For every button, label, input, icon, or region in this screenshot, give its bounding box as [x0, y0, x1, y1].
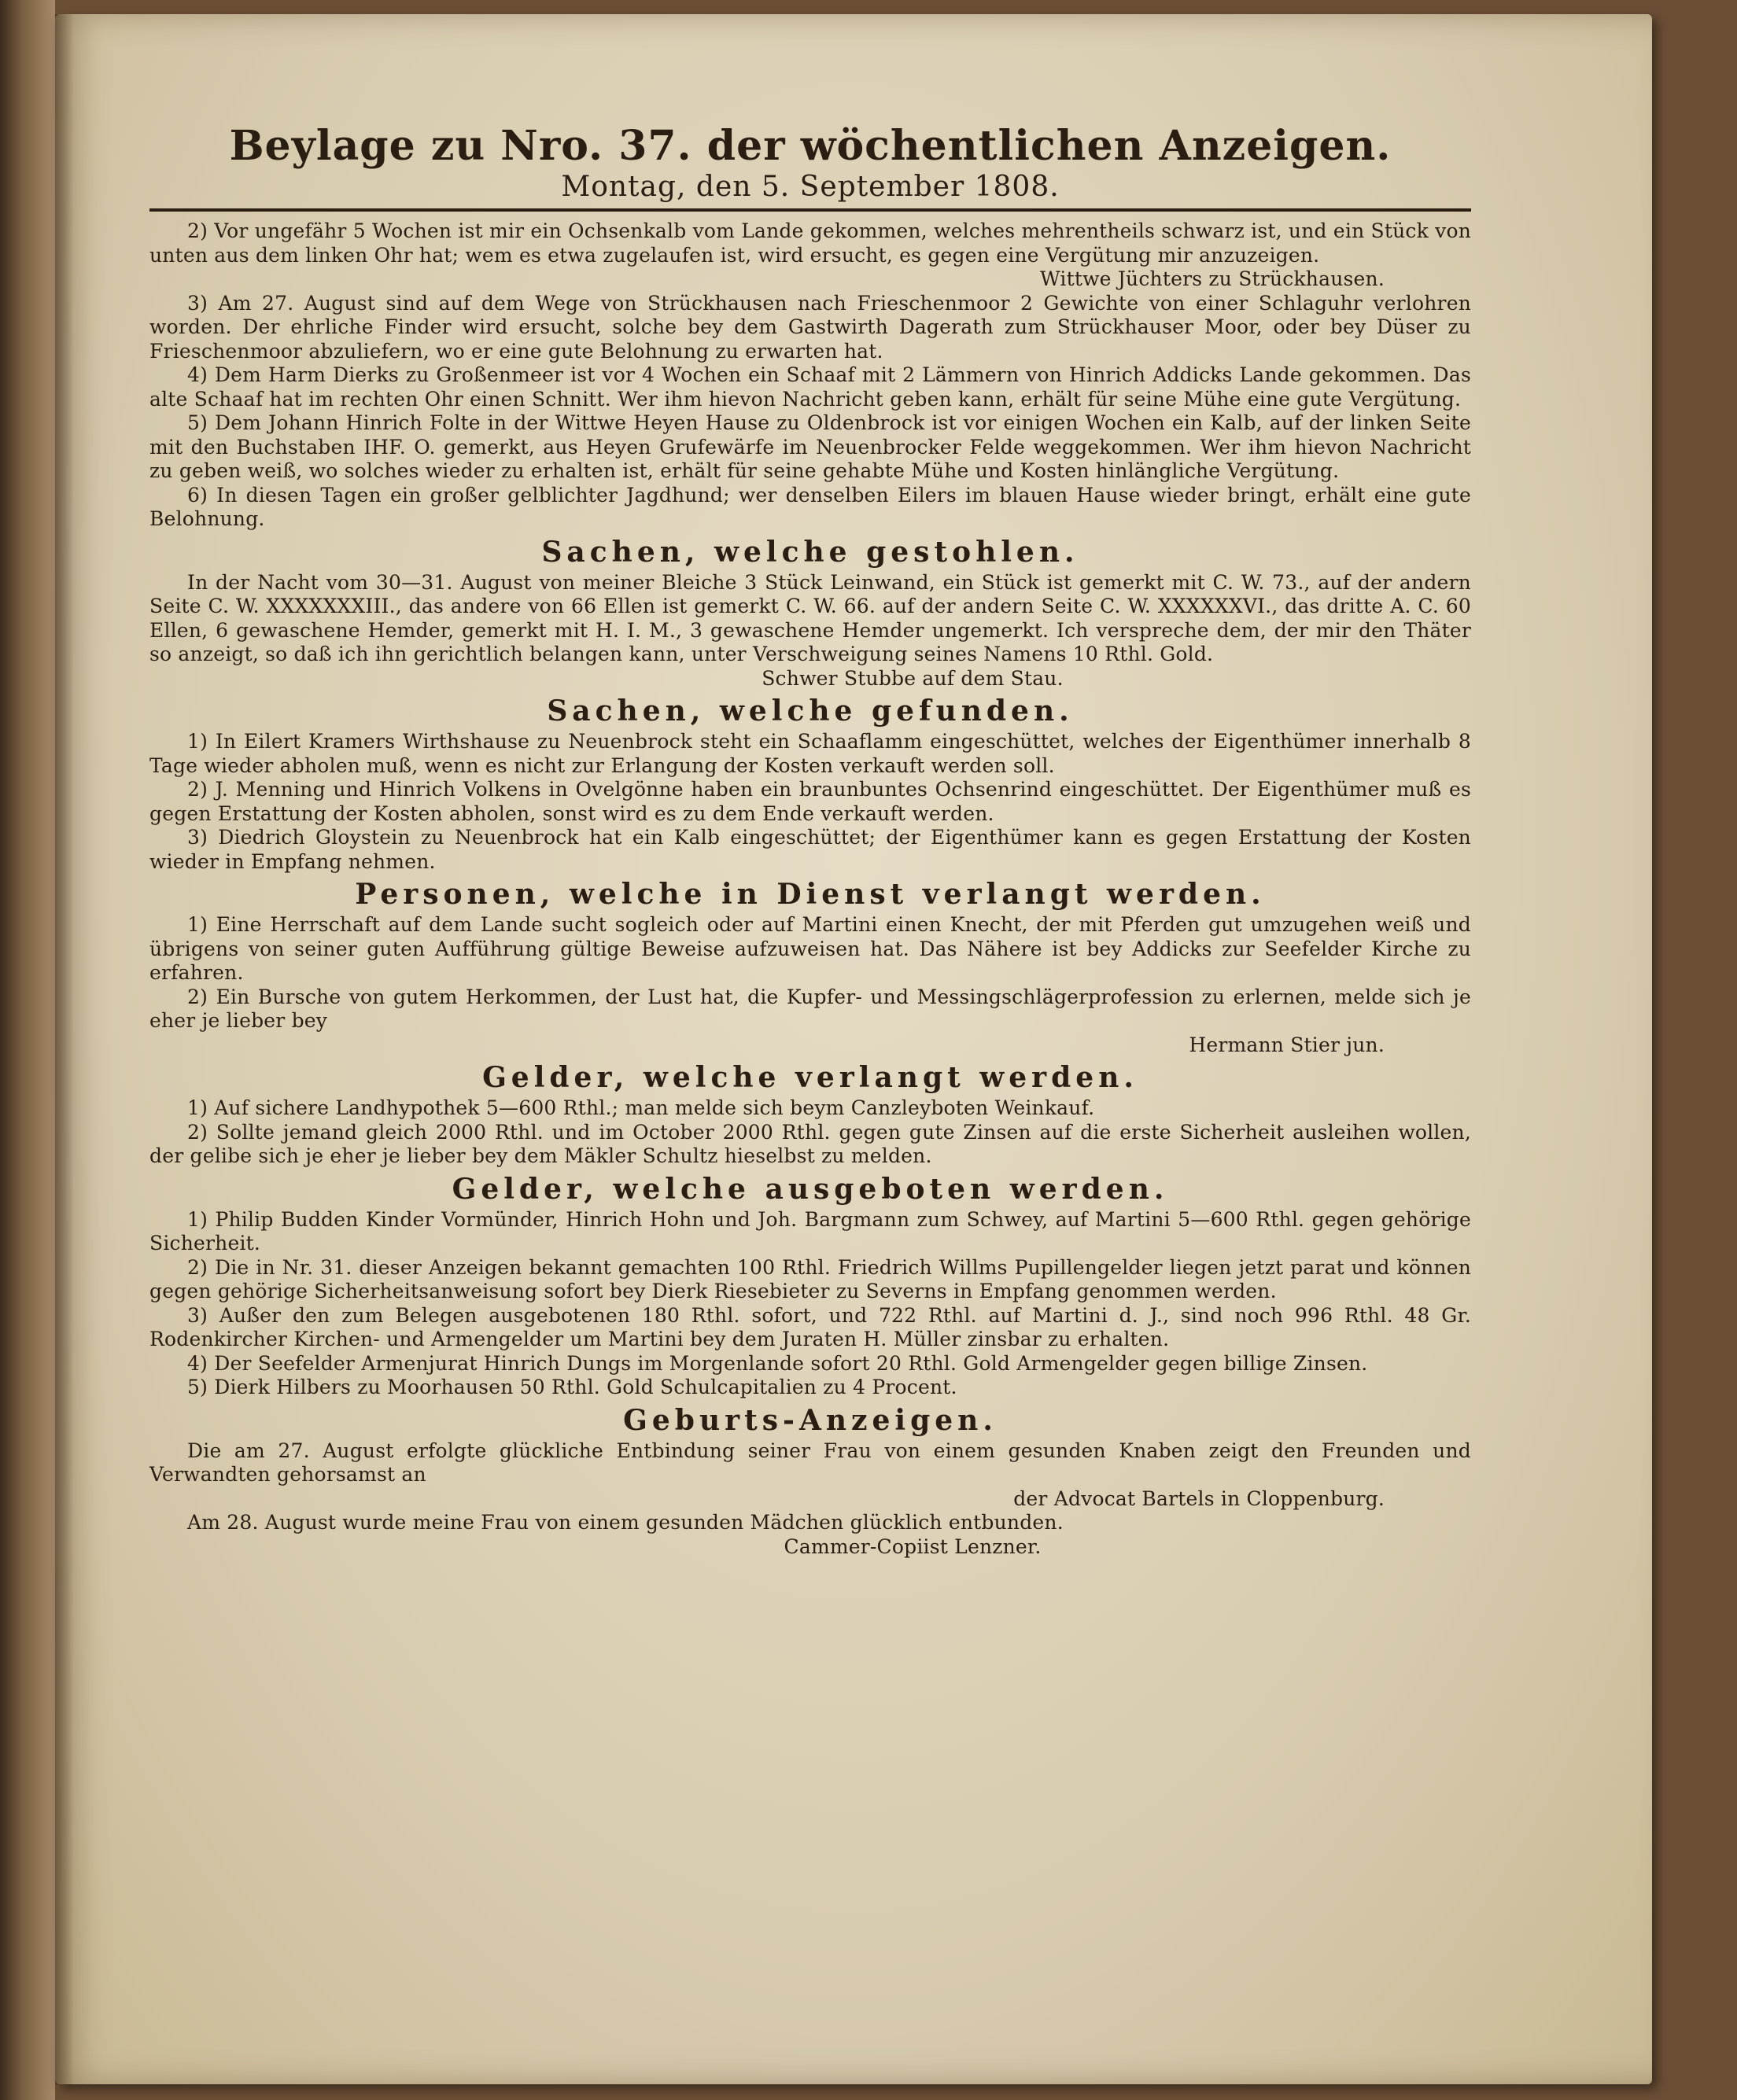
notice-item: 1) In Eilert Kramers Wirthshause zu Neuenbrock steht ein Schaaflamm eingeschüttet, welches der Eigenthümer innerhalb 8 Tage wieder abholen muß, wenn es nicht zur Erlangung der Kosten verkauft werden soll. — [149, 730, 1471, 777]
notice-item: 1) Philip Budden Kinder Vormünder, Hinrich Hohn und Joh. Bargmann zum Schwey, auf Martini 5—600 Rthl. gegen gehörige Sicherheit. — [149, 1207, 1471, 1254]
notice-signature: Wittwe Jüchters zu Strückhausen. — [1039, 267, 1385, 290]
notice-item: 4) Dem Harm Dierks zu Großenmeer ist vor 4 Wochen ein Schaaf mit 2 Lämmern von Hinrich Addicks Lande gekommen. Das alte Schaaf hat im rechten Ohr einen Schnitt. Wer ihm hievon Nachricht geben kann, erhält für seine Mühe eine gute Vergütung. — [149, 363, 1471, 411]
section-heading-service: Personen, welche in Dienst verlangt werden. — [355, 878, 1266, 911]
notice-item: 2) Ein Bursche von gutem Herkommen, der Lust hat, die Kupfer- und Messingschlägerprofession zu erlernen, melde sich je eher je lieber bey — [149, 985, 1471, 1032]
notice-signature: der Advocat Bartels in Cloppenburg. — [1013, 1487, 1385, 1510]
date-line: Montag, den 5. September 1808. — [561, 171, 1060, 203]
notice-item: 3) Außer den zum Belegen ausgebotenen 180 Rthl. sofort, und 722 Rthl. auf Martini d. J., sind noch 996 Rthl. 48 Gr. Rodenkircher Kirchen- und Armengelder um Martini bey dem Juraten H. Müller zinsbar zu erhalten. — [149, 1303, 1471, 1350]
notice-signature: Hermann Stier jun. — [1189, 1033, 1385, 1056]
notice-item: 2) Die in Nr. 31. dieser Anzeigen bekannt gemachten 100 Rthl. Friedrich Willms Pupillengelder liegen jetzt parat und können gegen gehörige Sicherheitsanweisung sofort bey Dierk Riesebieter zu Severns in Empfang genommen werden. — [149, 1255, 1471, 1302]
notice-item: 3) Am 27. August sind auf dem Wege von Strückhausen nach Frieschenmoor 2 Gewichte von einer Schlaguhr verlohren worden. Der ehrliche Finder wird ersucht, solche bey dem Gastwirth Dagerath zum Strückhauser Moor, oder bey Düser zu Frieschenmoor abzuliefern, wo er eine gute Belohnung zu erwarten hat. — [149, 291, 1471, 363]
notice-item: In der Nacht vom 30—31. August von meiner Bleiche 3 Stück Leinwand, ein Stück ist gemerkt mit C. W. 73., auf der andern Seite C. W. XXXXXXXIII., das andere von 66 Ellen ist gemerkt C. W. 66. auf der andern Seite C. W. XXXXXXVI., das dritte A. C. 60 Ellen, 6 gewaschene Hemder, gemerkt mit H. I. M., 3 gewaschene Hemder ungemerkt. Ich verspreche dem, der mir den Thäter so anzeigt, so daß ich ihn gerichtlich belangen kann, unter Verschweigung seines Namens 10 Rthl. Gold. — [149, 570, 1471, 665]
section-heading-found: Sachen, welche gefunden. — [547, 694, 1074, 728]
notice-item: 1) Eine Herrschaft auf dem Lande sucht sogleich oder auf Martini einen Knecht, der mit Pferden gut umzugehen weiß und übrigens von seiner guten Aufführung gültige Beweise aufzuweisen hat. Das Nähere ist bey Addicks zur Seefelder Kirche zu erfahren. — [149, 913, 1471, 984]
notice-item: Am 28. August wurde meine Frau von einem gesunden Mädchen glücklich entbunden. — [187, 1511, 1064, 1534]
book-left-edge — [0, 0, 55, 2100]
notice-signature: Cammer-Copiist Lenzner. — [784, 1534, 1042, 1558]
section-heading-money-offered: Gelder, welche ausgeboten werden. — [452, 1172, 1169, 1206]
notice-signature: Schwer Stubbe auf dem Stau. — [762, 666, 1064, 690]
intro-notices — [149, 219, 1471, 532]
page-gutter-shadow — [55, 14, 74, 2084]
notice-item: 3) Diedrich Gloystein zu Neuenbrock hat ein Kalb eingeschüttet; der Eigenthümer kann es gegen Erstattung der Kosten wieder in Empfang nehmen. — [149, 826, 1471, 873]
notice-item: 5) Dem Johann Hinrich Folte in der Wittwe Heyen Hause zu Oldenbrock ist vor einigen Wochen ein Kalb, auf der linken Seite mit den Buchstaben IHF. O. gemerkt, aus Heyen Grufewärfe im Neuenbrocker Felde weggekommen. Wer ihm hievon Nachricht zu geben weiß, wo solches wieder zu erhalten ist, erhält für seine gehabte Mühe und Kosten hinlängliche Vergütung. — [149, 411, 1471, 482]
section-heading-stolen: Sachen, welche gestohlen. — [541, 535, 1079, 569]
section-heading-money-wanted: Gelder, welche verlangt werden. — [482, 1061, 1138, 1094]
notice-item: 5) Dierk Hilbers zu Moorhausen 50 Rthl. Gold Schulcapitalien zu 4 Procent. — [187, 1376, 957, 1398]
header-rule — [149, 208, 1471, 212]
notice-item: 2) Sollte jemand gleich 2000 Rthl. und im October 2000 Rthl. gegen gute Zinsen auf die erste Sicherheit ausleihen wollen, der gelibe sich je eher je lieber bey dem Mäkler Schultz hieselbst zu melden. — [149, 1120, 1471, 1167]
section-heading-births: Geburts-Anzeigen. — [623, 1403, 998, 1437]
notice-item: 2) Vor ungefähr 5 Wochen ist mir ein Ochsenkalb vom Lande gekommen, welches mehrentheils schwarz ist, und ein Stück von unten aus dem linken Ohr hat; wem es etwa zugelaufen ist, wird ersucht, es gegen eine Vergütung mir anzuzeigen. — [149, 219, 1471, 267]
notice-item: 2) J. Menning und Hinrich Volkens in Ovelgönne haben ein braunbuntes Ochsenrind eingeschüttet. Der Eigenthümer muß es gegen Erstattung der Kosten abholen, sonst wird es zu dem Ende verkauft werden. — [149, 778, 1471, 825]
page-title: Beylage zu Nro. 37. der wöchentlichen Anzeigen. — [229, 122, 1392, 170]
notice-item: Die am 27. August erfolgte glückliche Entbindung seiner Frau von einem gesunden Knaben zeigt den Freunden und Verwandten gehorsamst an — [149, 1439, 1471, 1486]
page-content — [149, 122, 1471, 1559]
notice-item: 4) Der Seefelder Armenjurat Hinrich Dungs im Morgenlande sofort 20 Rthl. Gold Armengelder gegen billige Zinsen. — [187, 1351, 1368, 1375]
notice-item: 1) Auf sichere Landhypothek 5—600 Rthl.; man melde sich beym Canzleyboten Weinkauf. — [187, 1096, 1095, 1119]
notice-item: 6) In diesen Tagen ein großer gelblichter Jagdhund; wer denselben Eilers im blauen Hause wieder bringt, erhält eine gute Belohnung. — [149, 483, 1471, 530]
